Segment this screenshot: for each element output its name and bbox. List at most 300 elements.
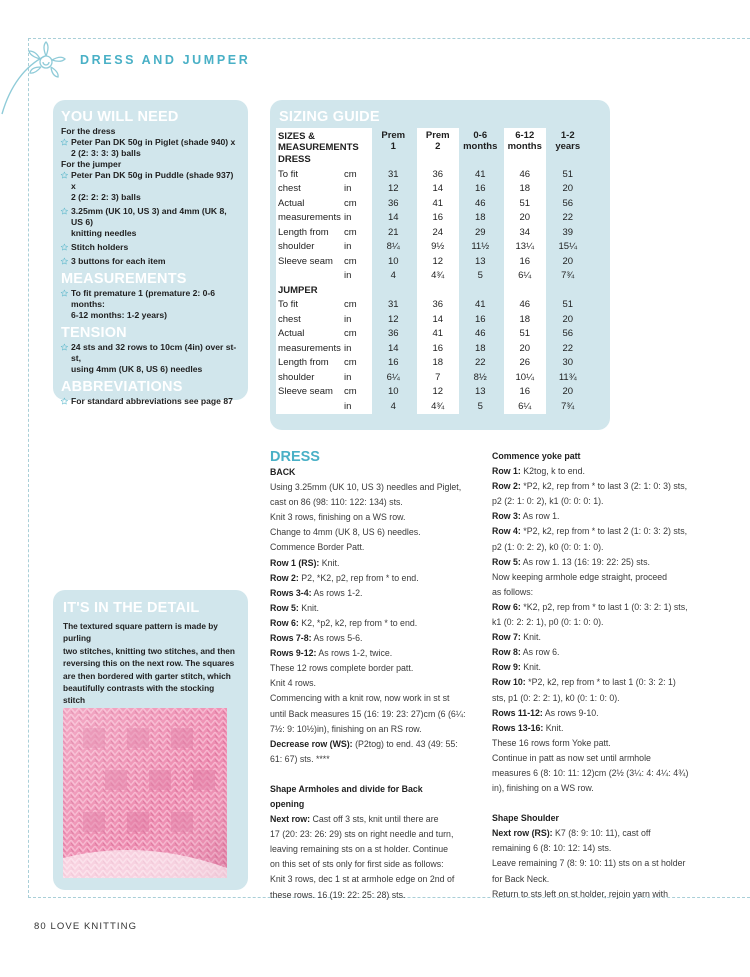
row-label: To fit xyxy=(276,298,344,313)
pattern-line-bold: Shape Shoulder xyxy=(492,813,559,824)
pattern-line xyxy=(492,811,707,826)
pattern-line-bold: Row 7: xyxy=(492,632,521,643)
table-cell: 41 xyxy=(416,197,460,212)
list-item xyxy=(61,137,240,159)
dress-heading: DRESS xyxy=(270,449,320,465)
table-cell: 14 xyxy=(372,342,416,357)
pattern-line-bold: Row 9: xyxy=(492,662,521,673)
table-cell: 20 xyxy=(503,211,547,226)
pattern-line xyxy=(270,888,480,903)
table-row xyxy=(276,255,590,270)
table-row xyxy=(276,356,590,371)
table-row xyxy=(276,269,590,284)
table-cell: 36 xyxy=(416,168,460,183)
list-item xyxy=(61,288,240,321)
pattern-line-text: until Back measures 15 (16: 19: 23: 27)cm (6 (6¼: xyxy=(270,708,466,719)
pattern-line xyxy=(492,691,707,706)
pattern-line-text: P2, *K2, p2, rep from * to end. xyxy=(298,572,419,583)
pattern-line-bold: Row 1: xyxy=(492,466,521,477)
table-cell xyxy=(372,284,416,299)
list-item xyxy=(61,396,240,407)
table-cell xyxy=(546,153,590,168)
pattern-line-text: Knit. xyxy=(543,722,564,733)
pattern-line-bold: BACK xyxy=(270,467,296,477)
detail-text xyxy=(63,620,238,719)
pattern-line-text: Commencing with a knit row, now work in st st xyxy=(270,693,450,704)
pattern-line xyxy=(270,495,480,510)
pattern-line xyxy=(270,842,480,857)
size-header xyxy=(459,128,503,153)
table-cell xyxy=(546,284,590,299)
size-header-bottom: years xyxy=(555,140,581,152)
star-icon: ✩ xyxy=(61,289,68,298)
section-label: JUMPER xyxy=(276,284,372,299)
table-cell: 31 xyxy=(372,168,416,183)
pattern-line-text: p2 (1: 0: 2: 2), k0 (0: 0: 1: 0). xyxy=(492,541,604,552)
table-row xyxy=(276,211,590,226)
pattern-line-text: *P2, k2, rep from * to last 1 (0: 3: 2: 1) xyxy=(525,677,676,688)
for-dress-label: For the dress xyxy=(61,126,116,136)
pattern-line xyxy=(492,464,707,479)
row-unit: cm xyxy=(344,327,372,342)
you-will-need-panel xyxy=(53,100,248,406)
pattern-line-text: Knit 3 rows, finishing on a WS row. xyxy=(270,512,406,523)
row-unit: in xyxy=(344,182,372,197)
needles-line1: 3.25mm (UK 10, US 3) and 4mm (UK 8, US 6) xyxy=(71,206,227,227)
table-header-label-1: SIZES & xyxy=(278,131,315,142)
table-section-row xyxy=(276,153,590,168)
pattern-line-text: Cast off 3 sts, knit until there are xyxy=(310,814,439,825)
table-cell: 29 xyxy=(459,226,503,241)
pattern-line-text: Knit 4 rows. xyxy=(270,678,316,689)
table-cell: 4 xyxy=(372,400,416,415)
table-cell: 41 xyxy=(459,168,503,183)
list-item xyxy=(61,256,240,267)
pattern-line-bold: Row 5: xyxy=(270,602,299,613)
sizing-guide-panel xyxy=(270,100,610,430)
table-cell: 14 xyxy=(416,313,460,328)
pattern-line-text: Knit. xyxy=(520,662,541,673)
jumper-yarn-line1: Peter Pan DK 50g in Puddle (shade 937) x xyxy=(71,170,234,191)
table-cell: 7¾ xyxy=(546,269,590,284)
pattern-line-bold: Row 5: xyxy=(492,556,521,567)
page-frame-top xyxy=(28,38,750,39)
pattern-line xyxy=(270,510,480,525)
row-label: To fit xyxy=(276,168,344,183)
pattern-line xyxy=(270,707,480,722)
pattern-line xyxy=(492,766,707,781)
pattern-line-bold: Rows 11-12: xyxy=(492,707,543,718)
list-item xyxy=(61,170,240,203)
table-cell: 56 xyxy=(546,197,590,212)
pattern-line-bold: Row 2: xyxy=(270,572,299,583)
page-footer: 80 LOVE KNITTING xyxy=(34,921,138,932)
pattern-line xyxy=(492,781,707,796)
table-cell: 9½ xyxy=(416,240,460,255)
row-label: Sleeve seam xyxy=(276,385,344,400)
pattern-line-text: as follows: xyxy=(492,586,534,597)
table-cell: 36 xyxy=(372,327,416,342)
table-cell: 12 xyxy=(372,313,416,328)
table-row xyxy=(276,342,590,357)
pattern-line-bold: Rows 3-4: xyxy=(270,587,312,598)
table-cell: 14 xyxy=(372,211,416,226)
row-unit: in xyxy=(344,371,372,386)
pattern-line-text: Now keeping armhole edge straight, proceed xyxy=(492,571,668,582)
row-unit: in xyxy=(344,240,372,255)
pattern-line xyxy=(492,540,707,555)
pattern-line-bold: opening xyxy=(270,798,305,809)
pattern-line-bold: Row 3: xyxy=(492,511,521,522)
pattern-line-text: Knit. xyxy=(298,602,319,613)
table-row xyxy=(276,371,590,386)
section-label: DRESS xyxy=(276,153,372,168)
pattern-line xyxy=(270,525,480,540)
pattern-line xyxy=(270,767,480,782)
pattern-line xyxy=(492,645,707,660)
pattern-line-text: k1 (0: 2: 2: 1), p0 (0: 1: 0: 0). xyxy=(492,617,604,628)
table-row xyxy=(276,313,590,328)
measurements-line1: To fit premature 1 (premature 2: 0-6 months: xyxy=(71,288,216,309)
pattern-line xyxy=(492,675,707,690)
pattern-line-text: As rows 9-10. xyxy=(542,707,599,718)
table-cell: 6¼ xyxy=(503,269,547,284)
pattern-line-text: remaining 6 (8: 10: 12: 14) sts. xyxy=(492,843,612,854)
pattern-line-text: Knit. xyxy=(319,557,340,568)
table-row xyxy=(276,400,590,415)
table-cell: 13¼ xyxy=(503,240,547,255)
pattern-line xyxy=(270,646,480,661)
pattern-line-text: *K2, p2, rep from * to last 1 (0: 3: 2: 1) sts, xyxy=(520,601,688,612)
star-icon: ✩ xyxy=(61,397,68,406)
detail-line: The textured square pattern is made by purling xyxy=(63,621,218,644)
knit-texture-image xyxy=(63,708,227,878)
table-cell: 12 xyxy=(416,255,460,270)
table-cell: 20 xyxy=(503,342,547,357)
row-unit: in xyxy=(344,211,372,226)
table-cell xyxy=(416,284,460,299)
table-cell: 20 xyxy=(546,385,590,400)
pattern-line-bold: Rows 13-16: xyxy=(492,722,544,733)
table-cell: 11¾ xyxy=(546,371,590,386)
dress-yarn-line2: 2 (2: 3: 3: 3) balls xyxy=(71,148,141,158)
knitted-swatch-photo xyxy=(63,708,227,878)
measurements-line2: 6-12 months: 1-2 years) xyxy=(71,310,167,320)
row-label: Actual xyxy=(276,197,344,212)
table-cell xyxy=(503,284,547,299)
row-label: Sleeve seam xyxy=(276,255,344,270)
pattern-line-bold: Next row (RS): xyxy=(492,828,553,839)
pattern-line-text: leaving remaining sts on a st holder. Continue xyxy=(270,844,448,855)
table-cell: 22 xyxy=(546,342,590,357)
table-cell: 16 xyxy=(459,182,503,197)
table-cell: 4¾ xyxy=(416,269,460,284)
table-row xyxy=(276,168,590,183)
row-unit: cm xyxy=(344,168,372,183)
pattern-line-text: These 16 rows form Yoke patt. xyxy=(492,737,611,748)
table-cell: 5 xyxy=(459,400,503,415)
row-unit: cm xyxy=(344,255,372,270)
table-header-row xyxy=(276,128,590,153)
table-cell: 10¼ xyxy=(503,371,547,386)
pattern-line xyxy=(492,585,707,600)
pattern-line-bold: Row 6: xyxy=(492,601,521,612)
table-cell: 16 xyxy=(372,356,416,371)
table-cell: 36 xyxy=(416,298,460,313)
table-cell: 10 xyxy=(372,385,416,400)
pattern-line-bold: Row 2: xyxy=(492,481,521,492)
table-cell: 51 xyxy=(546,168,590,183)
pattern-line-bold: Decrease row (WS): xyxy=(270,738,353,749)
row-label: measurements xyxy=(276,211,344,226)
row-label xyxy=(276,269,344,284)
pattern-line xyxy=(270,661,480,676)
table-row xyxy=(276,327,590,342)
table-cell: 10 xyxy=(372,255,416,270)
detail-panel xyxy=(53,590,248,890)
pattern-line-text: K2, *p2, k2, rep from * to end. xyxy=(298,617,418,628)
sizing-guide-heading: SIZING GUIDE xyxy=(279,109,380,125)
pattern-line-text: 61: 67) sts. **** xyxy=(270,753,330,764)
table-cell: 26 xyxy=(503,356,547,371)
pattern-line-text: K7 (8: 9: 10: 11), cast off xyxy=(552,828,651,839)
pattern-line-text: measures 6 (8: 10: 11: 12)cm (2½ (3¼: 4: 4¼: 4¾) xyxy=(492,767,689,778)
pattern-line xyxy=(492,449,707,464)
pattern-line-bold: Row 8: xyxy=(492,647,521,658)
row-unit: in xyxy=(344,313,372,328)
star-icon: ✩ xyxy=(61,257,68,266)
row-unit: cm xyxy=(344,226,372,241)
star-icon: ✩ xyxy=(61,243,68,252)
table-cell: 12 xyxy=(416,385,460,400)
pattern-line xyxy=(492,826,707,841)
pattern-line-text: Knit 3 rows, dec 1 st at armhole edge on 2nd of xyxy=(270,874,455,885)
pattern-line-text: in), finishing on a WS row. xyxy=(492,783,594,794)
pattern-line-bold: Row 4: xyxy=(492,526,521,537)
size-header xyxy=(372,128,416,153)
size-header xyxy=(416,128,460,153)
pattern-line-text: As row 1. xyxy=(520,511,560,522)
table-cell: 16 xyxy=(459,313,503,328)
table-cell: 18 xyxy=(503,313,547,328)
abbreviations-line: For standard abbreviations see page 87 xyxy=(71,396,233,406)
detail-line: beautifully contrasts with the stocking stitch xyxy=(63,683,215,706)
row-label: shoulder xyxy=(276,240,344,255)
buttons-line: 3 buttons for each item xyxy=(71,256,166,266)
pattern-line-bold: Row 1 (RS): xyxy=(270,557,320,568)
pattern-line-bold: Next row: xyxy=(270,814,311,825)
pattern-line-text: Leave remaining 7 (8: 9: 10: 11) sts on a st holder xyxy=(492,858,686,869)
pattern-line-text: Using 3.25mm (UK 10, US 3) needles and Piglet, xyxy=(270,482,462,493)
pattern-line xyxy=(492,600,707,615)
table-cell: 14 xyxy=(416,182,460,197)
table-cell: 22 xyxy=(546,211,590,226)
table-cell: 20 xyxy=(546,182,590,197)
pattern-line-text: Commence Border Patt. xyxy=(270,542,365,553)
table-cell: 46 xyxy=(459,197,503,212)
pattern-line xyxy=(270,872,480,887)
table-row xyxy=(276,385,590,400)
pattern-line-bold: Row 6: xyxy=(270,617,299,628)
table-row xyxy=(276,197,590,212)
pattern-line xyxy=(492,630,707,645)
page-title: DRESS AND JUMPER xyxy=(80,53,251,67)
table-cell: 18 xyxy=(416,356,460,371)
table-cell: 13 xyxy=(459,255,503,270)
measurements-heading: MEASUREMENTS xyxy=(61,271,187,287)
star-icon: ✩ xyxy=(61,171,68,180)
pattern-line-text: As row 1. 13 (16: 19: 22: 25) sts. xyxy=(520,556,650,567)
list-item xyxy=(61,242,240,253)
detail-heading: IT'S IN THE DETAIL xyxy=(63,600,200,616)
pattern-line xyxy=(270,586,480,601)
size-header-bottom: 1 xyxy=(390,140,396,152)
tension-heading: TENSION xyxy=(61,325,127,341)
pattern-line xyxy=(270,571,480,586)
table-cell xyxy=(459,284,503,299)
row-unit: cm xyxy=(344,356,372,371)
size-header-bottom: months xyxy=(507,140,542,152)
row-label: Length from xyxy=(276,356,344,371)
pattern-line xyxy=(270,616,480,631)
row-unit: in xyxy=(344,400,372,415)
table-header-label-2: MEASUREMENTS xyxy=(278,142,359,153)
table-cell xyxy=(503,153,547,168)
pattern-line xyxy=(270,737,480,752)
page-frame-left xyxy=(28,38,29,898)
table-cell: 11½ xyxy=(459,240,503,255)
size-header-top: 0-6 xyxy=(473,129,488,141)
row-unit: in xyxy=(344,342,372,357)
you-will-need-heading: YOU WILL NEED xyxy=(61,109,179,125)
list-item xyxy=(61,206,240,239)
table-row xyxy=(276,240,590,255)
table-cell: 51 xyxy=(503,197,547,212)
row-label: shoulder xyxy=(276,371,344,386)
row-unit: cm xyxy=(344,298,372,313)
pattern-line xyxy=(270,782,480,797)
pattern-line xyxy=(270,556,480,571)
pattern-line xyxy=(492,721,707,736)
pattern-line xyxy=(492,887,707,902)
pattern-line-text: cast on 86 (98: 110: 122: 134) sts. xyxy=(270,497,403,508)
pattern-line-bold: Commence yoke patt xyxy=(492,451,581,461)
pattern-line-text: K2tog, k to end. xyxy=(520,466,585,477)
table-cell: 31 xyxy=(372,298,416,313)
detail-line: two stitches, knitting two stitches, and then xyxy=(63,645,235,656)
needles-line2: knitting needles xyxy=(71,228,137,238)
pattern-line-text: sts, p1 (0: 2: 2: 1), k0 (0: 1: 0: 0). xyxy=(492,692,620,703)
pattern-column-right xyxy=(492,449,707,902)
pattern-line xyxy=(492,856,707,871)
table-row xyxy=(276,226,590,241)
abbreviations-heading: ABBREVIATIONS xyxy=(61,379,183,395)
table-cell: 46 xyxy=(503,298,547,313)
table-cell: 20 xyxy=(546,255,590,270)
table-cell: 4 xyxy=(372,269,416,284)
size-header-bottom: months xyxy=(463,140,498,152)
pattern-line-text: (P2tog) to end. 43 (49: 55: xyxy=(352,738,458,749)
table-cell: 22 xyxy=(459,356,503,371)
size-header-top: 6-12 xyxy=(515,129,535,141)
tension-line2: using 4mm (UK 8, US 6) needles xyxy=(71,364,203,374)
table-section-row xyxy=(276,284,590,299)
table-cell xyxy=(416,153,460,168)
for-jumper-label: For the jumper xyxy=(61,159,122,169)
table-cell: 56 xyxy=(546,327,590,342)
table-cell: 15¼ xyxy=(546,240,590,255)
pattern-line-bold: Rows 7-8: xyxy=(270,633,312,644)
table-row xyxy=(276,182,590,197)
row-label: measurements xyxy=(276,342,344,357)
pattern-line xyxy=(492,706,707,721)
pattern-line xyxy=(270,631,480,646)
table-cell: 7¾ xyxy=(546,400,590,415)
list-item xyxy=(61,342,240,375)
pattern-line-text: Knit. xyxy=(520,632,541,643)
row-label: Actual xyxy=(276,327,344,342)
table-cell: 12 xyxy=(372,182,416,197)
table-cell: 8¼ xyxy=(372,240,416,255)
pattern-line xyxy=(270,676,480,691)
table-cell: 46 xyxy=(459,327,503,342)
table-cell: 6¼ xyxy=(503,400,547,415)
dress-yarn-line1: Peter Pan DK 50g in Piglet (shade 940) x xyxy=(71,137,236,147)
pattern-line xyxy=(492,524,707,539)
table-cell: 46 xyxy=(503,168,547,183)
star-icon: ✩ xyxy=(61,138,68,147)
pattern-line xyxy=(270,812,480,827)
pattern-line xyxy=(270,465,480,480)
star-icon: ✩ xyxy=(61,207,68,216)
table-cell: 24 xyxy=(416,226,460,241)
row-label: chest xyxy=(276,182,344,197)
table-cell: 18 xyxy=(459,342,503,357)
pattern-line xyxy=(270,857,480,872)
pattern-line-text: These 12 rows complete border patt. xyxy=(270,663,414,674)
table-cell xyxy=(372,153,416,168)
pattern-line-text: As rows 5-6. xyxy=(311,633,363,644)
table-cell: 51 xyxy=(546,298,590,313)
pattern-line xyxy=(492,841,707,856)
pattern-line xyxy=(270,540,480,555)
pattern-line xyxy=(492,509,707,524)
size-header xyxy=(546,128,590,153)
table-cell: 34 xyxy=(503,226,547,241)
pattern-line xyxy=(270,601,480,616)
detail-line: are then bordered with garter stitch, which xyxy=(63,670,231,681)
tension-line1: 24 sts and 32 rows to 10cm (4in) over st-st, xyxy=(71,342,237,363)
pattern-line xyxy=(492,555,707,570)
size-header-top: Prem xyxy=(425,129,450,141)
row-label: chest xyxy=(276,313,344,328)
pattern-line xyxy=(492,872,707,887)
table-cell: 20 xyxy=(546,313,590,328)
table-cell: 18 xyxy=(459,211,503,226)
row-unit: cm xyxy=(344,385,372,400)
pattern-line-text: 7½: 9: 10½)in), finishing on an RS row. xyxy=(270,723,422,734)
table-cell: 39 xyxy=(546,226,590,241)
pattern-column-left xyxy=(270,449,480,903)
table-cell: 13 xyxy=(459,385,503,400)
row-label xyxy=(276,400,344,415)
row-unit: in xyxy=(344,269,372,284)
table-cell: 8½ xyxy=(459,371,503,386)
jumper-yarn-line2: 2 (2: 2: 2: 3) balls xyxy=(71,192,141,202)
table-cell: 7 xyxy=(416,371,460,386)
table-cell: 4¾ xyxy=(416,400,460,415)
pattern-line xyxy=(492,751,707,766)
